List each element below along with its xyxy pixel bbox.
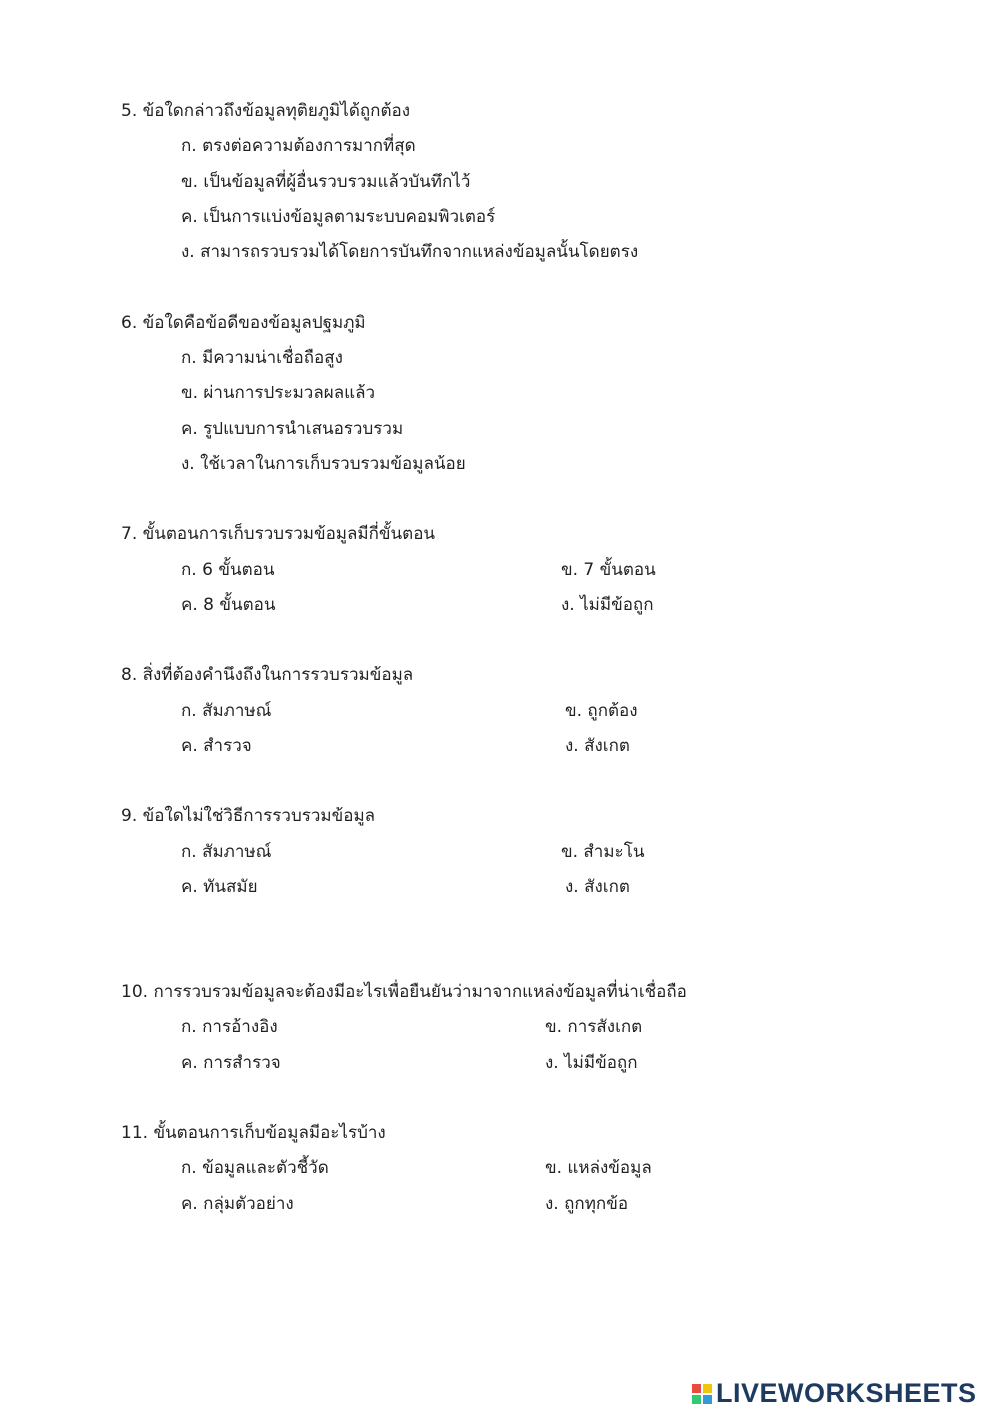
q7-option-d[interactable]: ง. ไม่มีข้อถูก: [561, 595, 654, 615]
logo-grid-icon: [692, 1384, 712, 1404]
q11-option-c[interactable]: ค. กลุ่มตัวอย่าง: [181, 1194, 294, 1214]
q10-option-a[interactable]: ก. การอ้างอิง: [181, 1017, 278, 1037]
question-11: 11. ขั้นตอนการเก็บข้อมูลมีอะไรบ้าง: [121, 1123, 386, 1143]
q11-option-b[interactable]: ข. แหล่งข้อมูล: [545, 1158, 652, 1178]
q11-option-a[interactable]: ก. ข้อมูลและตัวชี้วัด: [181, 1158, 329, 1178]
q9-option-d[interactable]: ง. สังเกต: [565, 877, 630, 897]
q11-option-d[interactable]: ง. ถูกทุกข้อ: [545, 1194, 629, 1214]
q8-option-a[interactable]: ก. สัมภาษณ์: [181, 701, 272, 721]
q10-option-c[interactable]: ค. การสำรวจ: [181, 1053, 281, 1073]
logo-square-2: [703, 1384, 712, 1393]
liveworksheets-logo: [692, 1378, 977, 1409]
q8-option-d[interactable]: ง. สังเกต: [565, 736, 630, 756]
q5-option-c[interactable]: ค. เป็นการแบ่งข้อมูลตามระบบคอมพิวเตอร์: [181, 207, 496, 227]
q5-option-d[interactable]: ง. สามารถรวบรวมได้โดยการบันทึกจากแหล่งข้อมูลนั้นโดยตรง: [181, 242, 639, 262]
q7-option-a[interactable]: ก. 6 ขั้นตอน: [181, 560, 275, 580]
q6-option-b[interactable]: ข. ผ่านการประมวลผลแล้ว: [181, 383, 376, 403]
q7-option-b[interactable]: ข. 7 ขั้นตอน: [561, 560, 656, 580]
q5-option-b[interactable]: ข. เป็นข้อมูลที่ผู้อื่นรวบรวมแล้วบันทึกไว้: [181, 172, 471, 192]
q7-option-c[interactable]: ค. 8 ขั้นตอน: [181, 595, 276, 615]
logo-square-3: [692, 1395, 701, 1404]
q9-option-b[interactable]: ข. สำมะโน: [561, 842, 645, 862]
logo-square-4: [703, 1395, 712, 1404]
question-6: 6. ข้อใดคือข้อดีของข้อมูลปฐมภูมิ: [121, 313, 366, 333]
logo-text: LIVEWORKSHEETS: [716, 1378, 977, 1408]
question-10: 10. การรวบรวมข้อมูลจะต้องมีอะไรเพื่อยืนยันว่ามาจากแหล่งข้อมูลที่น่าเชื่อถือ: [121, 982, 687, 1002]
question-5: 5. ข้อใดกล่าวถึงข้อมูลทุติยภูมิได้ถูกต้อง: [121, 101, 410, 121]
q9-option-c[interactable]: ค. ทันสมัย: [181, 877, 258, 897]
q5-option-a[interactable]: ก. ตรงต่อความต้องการมากที่สุด: [181, 136, 416, 156]
question-9: 9. ข้อใดไม่ใช่วิธีการรวบรวมข้อมูล: [121, 806, 376, 826]
logo-square-1: [692, 1384, 701, 1393]
q6-option-c[interactable]: ค. รูปแบบการนำเสนอรวบรวม: [181, 419, 404, 439]
q10-option-b[interactable]: ข. การสังเกต: [545, 1017, 643, 1037]
q10-option-d[interactable]: ง. ไม่มีข้อถูก: [545, 1053, 638, 1073]
q8-option-b[interactable]: ข. ถูกต้อง: [565, 701, 638, 721]
question-7: 7. ขั้นตอนการเก็บรวบรวมข้อมูลมีกี่ขั้นตอน: [121, 524, 436, 544]
q8-option-c[interactable]: ค. สำรวจ: [181, 736, 252, 756]
q6-option-a[interactable]: ก. มีความน่าเชื่อถือสูง: [181, 348, 343, 368]
question-8: 8. สิ่งที่ต้องคำนึงถึงในการรวบรวมข้อมูล: [121, 665, 414, 685]
q9-option-a[interactable]: ก. สัมภาษณ์: [181, 842, 272, 862]
q6-option-d[interactable]: ง. ใช้เวลาในการเก็บรวบรวมข้อมูลน้อย: [181, 454, 466, 474]
